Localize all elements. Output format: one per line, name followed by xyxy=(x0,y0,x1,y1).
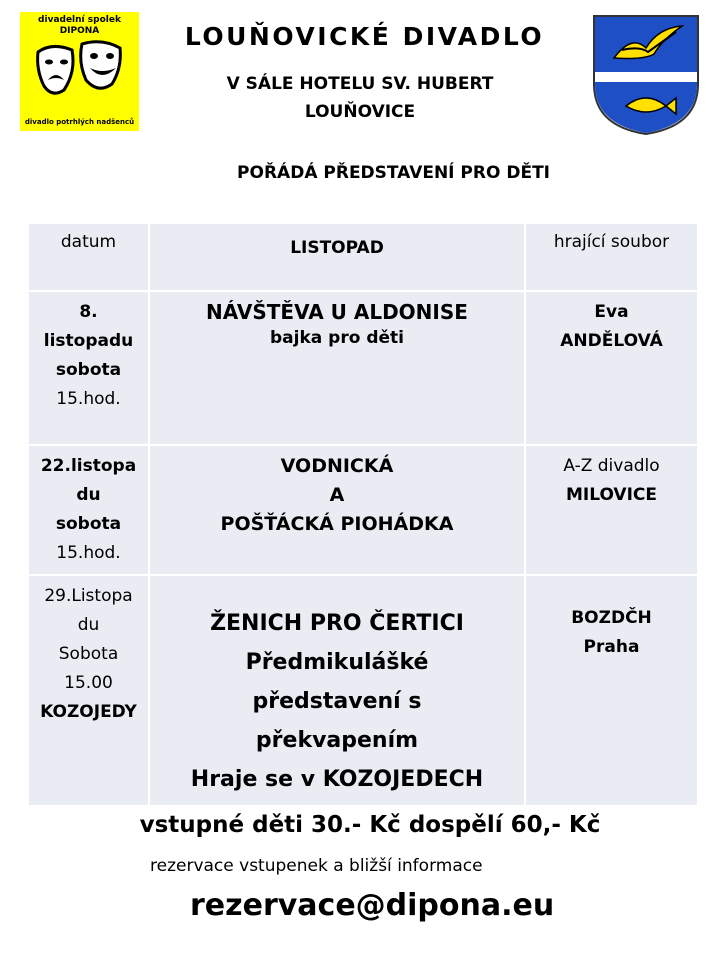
reservation-info: rezervace vstupenek a bližší informace xyxy=(150,856,483,876)
date-line: sobota xyxy=(55,360,122,380)
troupe-cell xyxy=(525,291,698,445)
table-row xyxy=(28,575,698,806)
date-cell xyxy=(28,445,149,575)
date-line: du xyxy=(76,485,101,505)
show-line: překvapením xyxy=(255,728,419,753)
troupe-line: ANDĚLOVÁ xyxy=(560,331,663,351)
troupe-cell xyxy=(525,445,698,575)
table-header-row xyxy=(28,223,698,291)
town-line: LOUŇOVICE xyxy=(304,102,416,122)
show-title: A xyxy=(329,484,345,506)
show-cell xyxy=(149,445,525,575)
troupe-line: A-Z divadlo xyxy=(563,456,660,476)
date-line: Sobota xyxy=(58,644,119,664)
date-line: 8. xyxy=(79,302,98,322)
troupe-line: BOZDČH xyxy=(571,608,652,628)
logo-line2: DIPONA xyxy=(59,26,100,36)
show-subtitle: bajka pro děti xyxy=(270,328,404,348)
show-line: Hraje se v KOZOJEDECH xyxy=(190,767,484,792)
page-title: LOUŇOVICKÉ DIVADLO xyxy=(184,22,545,51)
date-line: 15.00 xyxy=(64,673,113,693)
time-line: 15.hod. xyxy=(56,389,121,409)
dipona-logo xyxy=(20,12,139,131)
date-line: sobota xyxy=(55,514,122,534)
subtitle: POŘÁDÁ PŘEDSTAVENÍ PRO DĚTI xyxy=(237,163,550,183)
troupe-line: Eva xyxy=(594,302,629,322)
show-cell xyxy=(149,575,525,806)
table-row xyxy=(28,291,698,445)
show-line: představení s xyxy=(252,689,422,714)
logo-line1: divadelní spolek xyxy=(38,15,121,25)
show-cell xyxy=(149,291,525,445)
venue-line: V SÁLE HOTELU SV. HUBERT xyxy=(226,74,494,94)
header-date: datum xyxy=(28,223,149,291)
show-title: ŽENICH PRO ČERTICI xyxy=(210,611,464,636)
date-line: du xyxy=(77,615,100,635)
date-cell xyxy=(28,575,149,806)
logo-line3: divadlo potrhlých nadšenců xyxy=(24,118,135,126)
show-title: NÁVŠTĚVA U ALDONISE xyxy=(206,300,468,324)
show-line: Předmikulášké xyxy=(245,650,429,675)
date-line: listopadu xyxy=(43,331,134,351)
troupe-line: MILOVICE xyxy=(565,485,658,505)
troupe-line: Praha xyxy=(583,637,640,657)
date-line: 29.Listopa xyxy=(44,586,133,606)
reservation-email[interactable]: rezervace@dipona.eu xyxy=(190,888,555,923)
date-line: 22.listopa xyxy=(40,456,137,476)
town-crest-icon xyxy=(592,14,700,136)
price-line: vstupné děti 30.- Kč dospělí 60,- Kč xyxy=(139,812,601,838)
date-cell xyxy=(28,291,149,445)
program-table xyxy=(27,222,699,807)
theatre-masks-icon xyxy=(32,38,127,108)
show-title: POŠŤÁCKÁ PIOHÁDKA xyxy=(220,513,454,535)
show-title: VODNICKÁ xyxy=(280,455,394,477)
troupe-cell xyxy=(525,575,698,806)
place-line: KOZOJEDY xyxy=(40,702,137,722)
header-month: LISTOPAD xyxy=(149,223,525,291)
header-troupe: hrající soubor xyxy=(525,223,698,291)
table-row xyxy=(28,445,698,575)
time-line: 15.hod. xyxy=(56,543,121,563)
